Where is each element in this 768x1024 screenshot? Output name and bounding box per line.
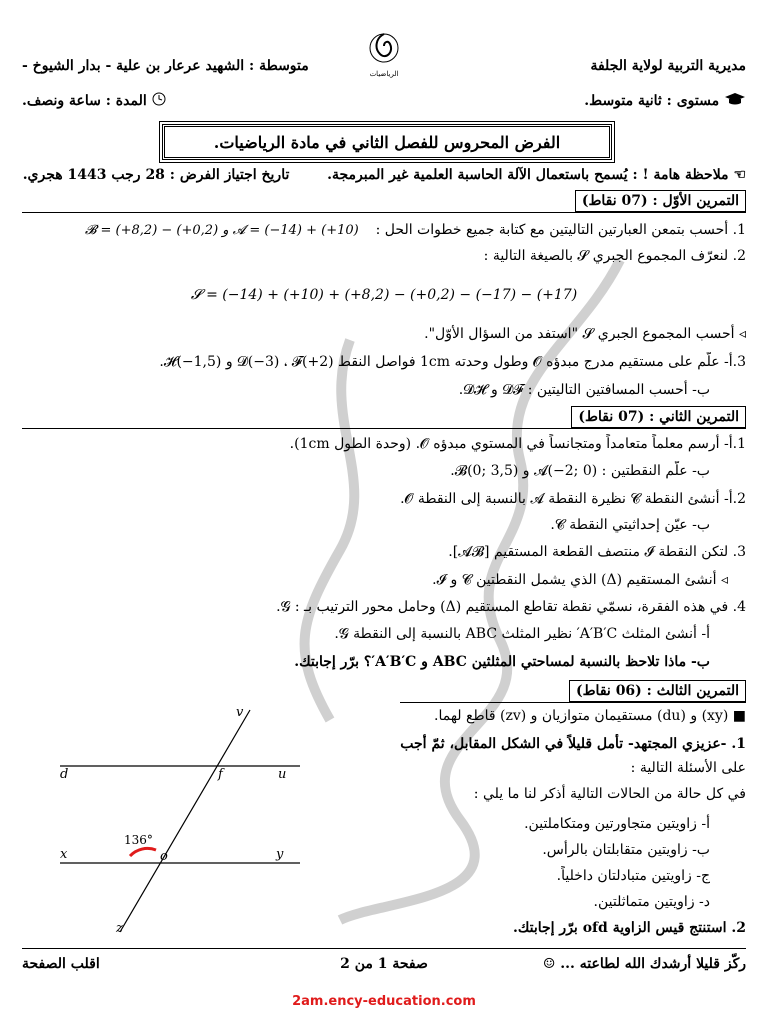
footer-left: اقلب الصفحة xyxy=(22,956,100,972)
duration-row xyxy=(22,92,166,110)
ex1-q2-formula: 𝓢 = (−14) + (+10) + (+8,2) − (+0,2) − (−17) − (+17) xyxy=(190,287,578,303)
ex1-q1-row xyxy=(22,220,746,241)
ex3-intro: ■ (xy) و (du) مستقيمان متوازيان و (zv) قاطع لهما. xyxy=(434,708,746,724)
ex2-q4a: أ- أنشئ المثلث A′B′C′ نظير المثلث ABC بالنسبة إلى النقطة 𝓖. xyxy=(334,626,710,642)
divider xyxy=(22,428,746,429)
ex2-q3-sub: ◃ أنشئ المستقيم (Δ) الذي يشمل النقطتين 𝓒 و 𝓘. xyxy=(432,572,728,588)
pointing-hand-icon: ☜ xyxy=(733,167,746,183)
site-link[interactable]: 2am.ency-education.com xyxy=(292,994,476,1009)
logo-caption: الرياضيات xyxy=(369,70,399,78)
label-z: z xyxy=(116,921,123,936)
ex2-q2b: ب- عيّن إحداثيتي النقطة 𝓒. xyxy=(550,517,710,533)
ex3-item-d: د- زاويتين متماثلتين. xyxy=(593,894,710,910)
label-x: x xyxy=(60,847,68,862)
page-number: صفحة 1 من 2 xyxy=(340,956,428,972)
divider xyxy=(22,212,746,213)
graduation-cap-icon xyxy=(724,92,746,110)
school-label: متوسطة : الشهيد عرعار بن علية - بدار الشيوخ - xyxy=(22,58,309,74)
directorate-label: مديرية التربية لولاية الجلفة xyxy=(590,58,746,74)
exercise-1-title: التمرين الأوّل : (07 نقاط) xyxy=(575,190,746,212)
important-note: ملاحظة هامة ! : يُسمح باستعمال الآلة الحاسبة العلمية غير المبرمجة. xyxy=(327,167,729,183)
label-y: y xyxy=(276,847,284,862)
ex2-q4: 4. في هذه الفقرة، نسمّي نقطة تقاطع المستقيم (Δ) وحامل محور الترتيب بـ : 𝓖. xyxy=(276,599,746,615)
ex1-q3a: 3.أ- علّم على مستقيم مدرج مبدؤه 𝓞 وطول وحدته 1cm فواصل النقط 𝓓(−3) ، 𝓕(+2) و 𝓗(−1,5). xyxy=(159,354,746,370)
footer-divider xyxy=(22,948,746,949)
divider xyxy=(400,702,746,703)
angle-label: 136° xyxy=(124,833,153,847)
ex3-q1-a: 1. -عزيزي المجتهد- تأمل قليلاً في الشكل المقابل، ثمّ أجب xyxy=(400,736,746,752)
exercise-2-title: التمرين الثاني : (07 نقاط) xyxy=(571,406,746,428)
label-u: u xyxy=(278,767,287,782)
clock-icon xyxy=(152,92,166,110)
angle-arc xyxy=(130,848,156,856)
duration-label: المدة : ساعة ونصف. xyxy=(22,93,147,109)
math-logo-icon xyxy=(366,30,402,70)
footer-right: ركّز قليلا أرشدك الله لطاعته ... ☺ xyxy=(542,956,746,972)
parallel-lines-figure xyxy=(50,700,310,940)
ex1-q2-text: 2. لنعرّف المجموع الجبري 𝓢 بالصيغة التالية : xyxy=(483,248,746,264)
ex3-item-c: ج- زاويتين متبادلتان داخلياً. xyxy=(556,868,710,884)
label-f: f xyxy=(218,767,223,782)
ex1-q2-sub: ◃ أحسب المجموع الجبري 𝓢 "استفد من السؤال الأوّل". xyxy=(424,326,746,342)
ex3-item-a: أ- زاويتين متجاورتين ومتكاملتين. xyxy=(524,816,710,832)
label-o: o xyxy=(160,849,168,864)
ex2-q4b: ب- ماذا تلاحظ بالنسبة لمساحتي المثلثين ABC و A′B′C′؟ برّر إجابتك. xyxy=(294,654,710,670)
level-row xyxy=(584,92,746,110)
line-zv xyxy=(120,710,250,932)
ex3-q1-b: على الأسئلة التالية : xyxy=(630,760,746,776)
exam-title: الفرض المحروس للفصل الثاني في مادة الرياضيات. xyxy=(162,124,612,160)
label-v: v xyxy=(236,705,244,720)
ex3-q1-c: في كل حالة من الحالات التالية أذكر لنا ما يلي : xyxy=(473,786,746,802)
exam-date: تاريخ اجتياز الفرض : 28 رجب 1443 هجري. xyxy=(22,167,290,183)
exercise-3-title: التمرين الثالث : (06 نقاط) xyxy=(569,680,746,702)
ex1-q3b: ب- أحسب المسافتين التاليتين : 𝓓𝓕 و 𝓓𝓗. xyxy=(458,382,710,398)
notes-row xyxy=(22,165,746,185)
ex2-q1b: ب- علّم النقطتين : 𝓐(−2; 0) و 𝓑(0; 3,5). xyxy=(450,463,710,479)
ex2-q2a: 2.أ- أنشئ النقطة 𝓒 نظيرة النقطة 𝓐 بالنسبة إلى النقطة 𝓞. xyxy=(400,491,746,507)
ex1-q1-math: 𝓑 = (+8,2) − (+0,2) و 𝓐 = (−14) + (+10) xyxy=(84,223,359,238)
ex1-q1-text: 1. أحسب بتمعن العبارتين التاليتين مع كتابة جميع خطوات الحل : xyxy=(375,222,746,238)
ex3-item-b: ب- زاويتين متقابلتان بالرأس. xyxy=(542,842,710,858)
label-d: d xyxy=(60,767,69,782)
level-label: مستوى : ثانية متوسط. xyxy=(584,93,720,109)
ex2-q3: 3. لتكن النقطة 𝓘 منتصف القطعة المستقيم [𝓐𝓑]. xyxy=(448,544,746,560)
ex3-q2: 2. استنتج قيس الزاوية ofd برّر إجابتك. xyxy=(512,920,746,936)
ex2-q1a: 1.أ- أرسم معلماً متعامداً ومتجانساً في المستوي مبدؤه 𝓞. (وحدة الطول 1cm). xyxy=(289,436,746,452)
